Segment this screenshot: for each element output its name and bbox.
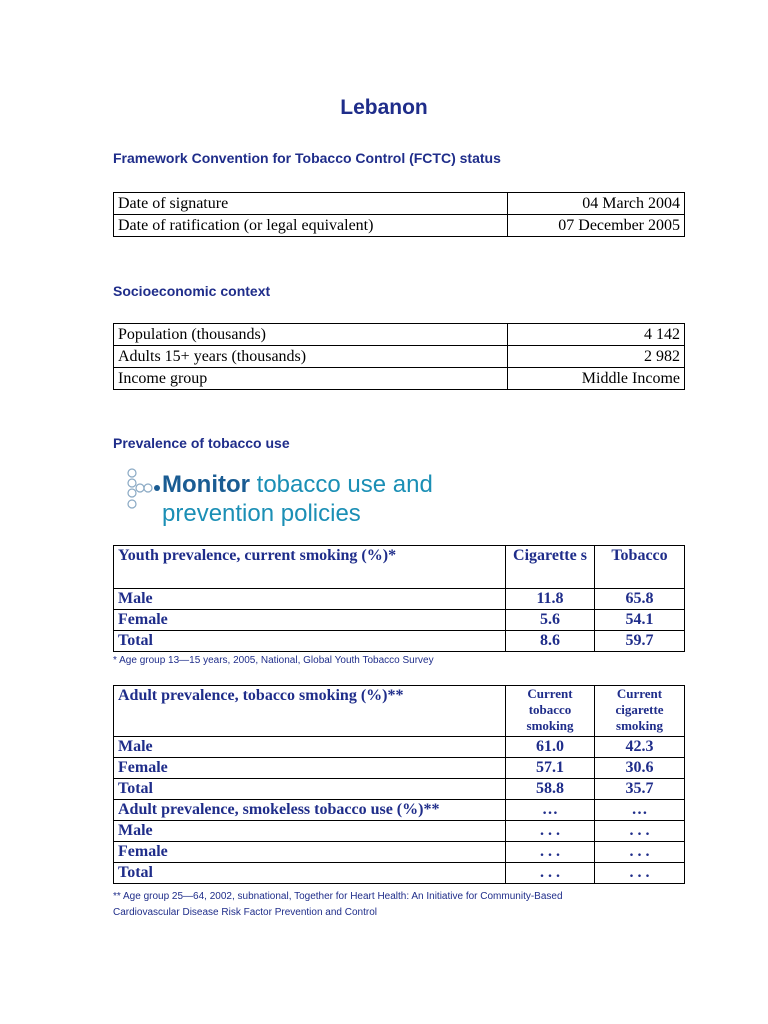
cell-value: 65.8 <box>595 589 685 610</box>
socio-label: Income group <box>114 368 508 390</box>
youth-title: Youth prevalence, current smoking (%)* <box>114 546 506 589</box>
cell-value: 5.6 <box>506 610 595 631</box>
adult-footnote-line1: ** Age group 25—64, 2002, subnational, Together for Heart Health: An Initiative for Community-Based <box>113 891 563 902</box>
fctc-heading: Framework Convention for Tobacco Control (FCTC) status <box>113 150 501 166</box>
cell-value: 57.1 <box>506 758 595 779</box>
monitor-line2: prevention policies <box>162 500 361 527</box>
socio-value: 2 982 <box>508 346 685 368</box>
cell-value: … <box>506 800 595 821</box>
table-row <box>114 193 685 215</box>
row-label: Female <box>114 842 506 863</box>
fctc-label: Date of signature <box>114 193 508 215</box>
youth-col-cigarettes: Cigarette s <box>506 546 595 589</box>
adult-col-tobacco: Current tobacco smoking <box>506 686 595 737</box>
table-row <box>114 737 685 758</box>
table-row <box>114 324 685 346</box>
row-label: Female <box>114 610 506 631</box>
fctc-value: 04 March 2004 <box>508 193 685 215</box>
row-label: Total <box>114 631 506 652</box>
monitor-logo-icon <box>125 468 161 512</box>
table-header-row <box>114 546 685 589</box>
socio-label: Population (thousands) <box>114 324 508 346</box>
cell-value: 35.7 <box>595 779 685 800</box>
adult-footnote-line2: Cardiovascular Disease Risk Factor Prevention and Control <box>113 907 378 918</box>
row-label: Male <box>114 821 506 842</box>
cell-value: 54.1 <box>595 610 685 631</box>
table-row <box>114 589 685 610</box>
socio-value: 4 142 <box>508 324 685 346</box>
table-row <box>114 779 685 800</box>
row-label: Male <box>114 737 506 758</box>
cell-value: . . . <box>595 863 685 884</box>
cell-value: 11.8 <box>506 589 595 610</box>
table-row <box>114 821 685 842</box>
socio-heading: Socioeconomic context <box>113 283 271 299</box>
table-row <box>114 863 685 884</box>
page-title: Lebanon <box>340 96 428 119</box>
table-row <box>114 800 685 821</box>
cell-value: … <box>595 800 685 821</box>
adult-table <box>113 685 685 884</box>
row-label: Female <box>114 758 506 779</box>
table-row <box>114 215 685 237</box>
cell-value: . . . <box>506 863 595 884</box>
cell-value: 30.6 <box>595 758 685 779</box>
table-header-row <box>114 686 685 737</box>
fctc-label: Date of ratification (or legal equivalent) <box>114 215 508 237</box>
youth-table <box>113 545 685 652</box>
table-row <box>114 368 685 390</box>
table-row <box>114 842 685 863</box>
table-row <box>114 631 685 652</box>
cell-value: . . . <box>595 821 685 842</box>
cell-value: 61.0 <box>506 737 595 758</box>
cell-value: 8.6 <box>506 631 595 652</box>
fctc-value: 07 December 2005 <box>508 215 685 237</box>
socio-table <box>113 323 685 390</box>
table-row <box>114 758 685 779</box>
row-label: Total <box>114 779 506 800</box>
cell-value: . . . <box>506 842 595 863</box>
row-label: Male <box>114 589 506 610</box>
row-label: Total <box>114 863 506 884</box>
monitor-line1: tobacco use and <box>256 471 433 498</box>
cell-value: 59.7 <box>595 631 685 652</box>
cell-value: . . . <box>506 821 595 842</box>
monitor-logo-text <box>162 470 433 528</box>
monitor-bold: Monitor <box>162 471 250 498</box>
adult-col-cigarette: Current cigarette smoking <box>595 686 685 737</box>
table-row <box>114 346 685 368</box>
socio-value: Middle Income <box>508 368 685 390</box>
cell-value: 42.3 <box>595 737 685 758</box>
smokeless-title: Adult prevalence, smokeless tobacco use (%)** <box>114 800 506 821</box>
fctc-table <box>113 192 685 237</box>
cell-value: 58.8 <box>506 779 595 800</box>
adult-title: Adult prevalence, tobacco smoking (%)** <box>114 686 506 737</box>
prevalence-heading: Prevalence of tobacco use <box>113 435 290 451</box>
table-row <box>114 610 685 631</box>
socio-label: Adults 15+ years (thousands) <box>114 346 508 368</box>
cell-value: . . . <box>595 842 685 863</box>
youth-footnote: * Age group 13—15 years, 2005, National, Global Youth Tobacco Survey <box>113 655 434 666</box>
youth-col-tobacco: Tobacco <box>595 546 685 589</box>
adult-footnote <box>113 889 563 921</box>
